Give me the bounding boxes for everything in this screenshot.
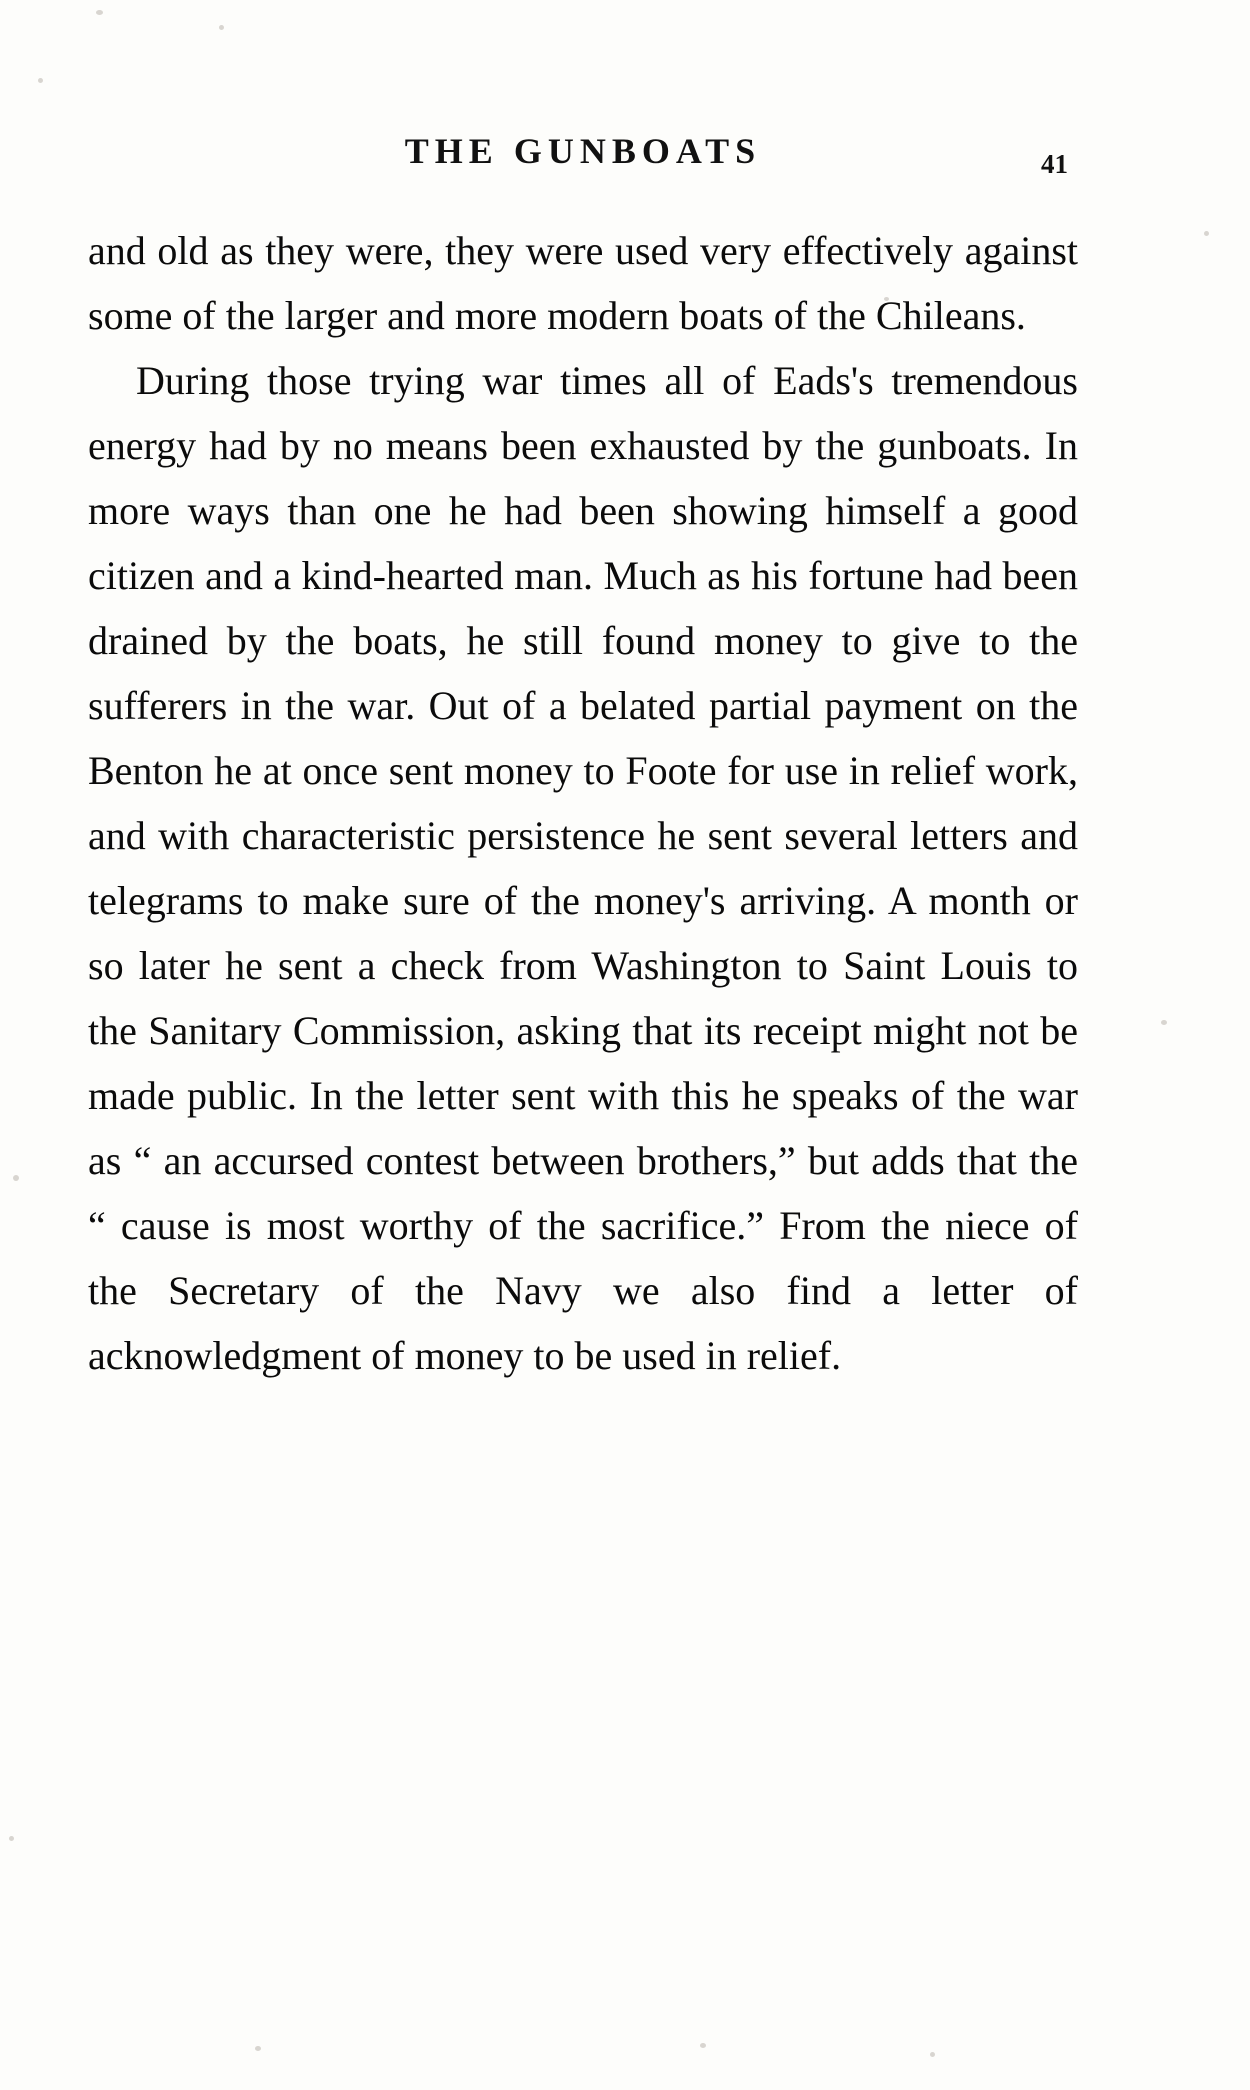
- running-title: THE GUNBOATS: [404, 131, 762, 171]
- scan-speck: [219, 25, 224, 30]
- scan-speck: [96, 10, 103, 15]
- running-head: [88, 130, 1078, 184]
- body-text: [88, 218, 1078, 1388]
- scan-speck: [700, 2043, 706, 2048]
- scan-speck: [13, 1175, 19, 1181]
- paragraph-1: and old as they were, they were used very effectively against some of the larger and more modern boats of the Chileans.: [88, 228, 1078, 338]
- page-number: 41: [1041, 149, 1068, 179]
- page-content: [88, 130, 1078, 1388]
- scan-speck: [1204, 231, 1209, 236]
- scan-speck: [9, 1836, 14, 1841]
- scan-speck: [255, 2046, 261, 2051]
- scan-speck: [930, 2052, 935, 2057]
- scan-speck: [1161, 1020, 1167, 1025]
- paragraph-2: During those trying war times all of Eads's tremendous energy had by no means been exhausted by the gunboats. In more ways than one he had been showing himself a good citizen and a kind-hearted man. Much as his fortune had been drained by the boats, he still found money to give to the sufferers in the war. Out of a belated partial payment on the Benton he at once sent money to Foote for use in relief work, and with characteristic persistence he sent several letters and telegrams to make sure of the money's arriving. A month or so later he sent a check from Washington to Saint Louis to the Sanitary Commission, asking that its receipt might not be made public. In the letter sent with this he speaks of the war as “ an accursed contest between brothers,” but adds that the “ cause is most worthy of the sacrifice.” From the niece of the Secretary of the Navy we also find a letter of acknowledgment of money to be used in relief.: [88, 358, 1078, 1378]
- scan-speck: [38, 78, 43, 83]
